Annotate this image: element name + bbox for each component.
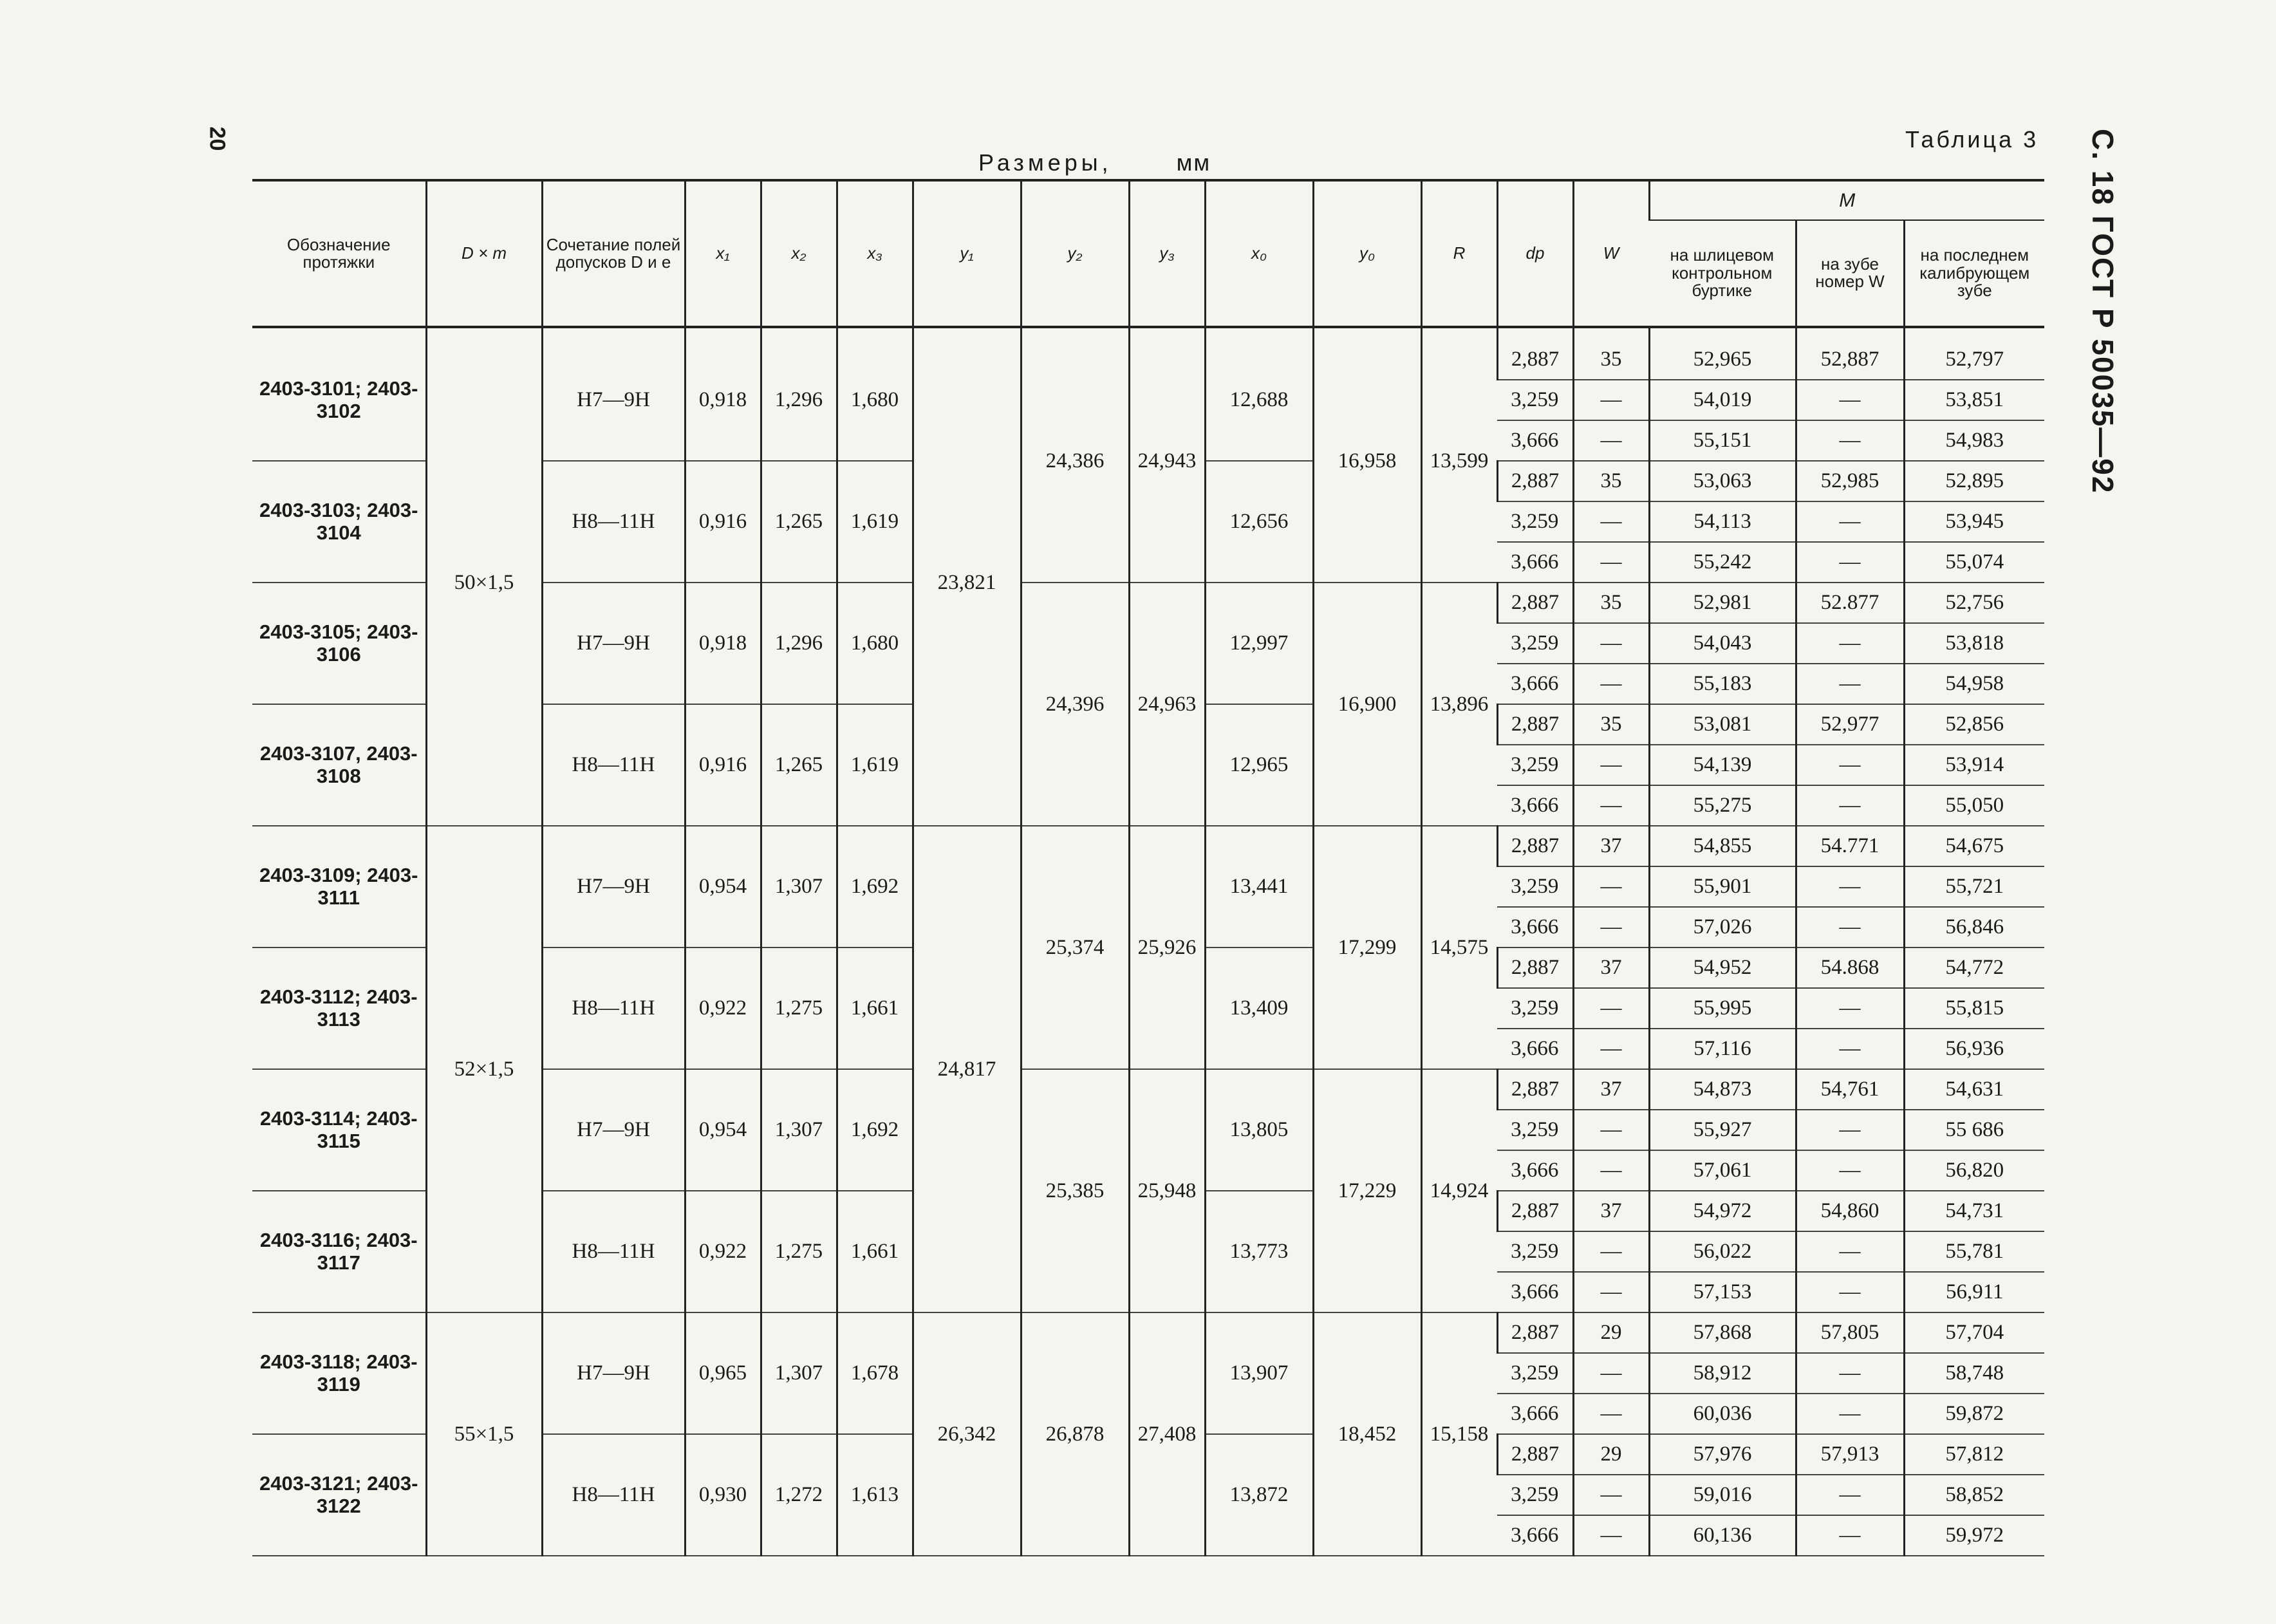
y0-cell: 18,452 <box>1313 1312 1421 1556</box>
m-collar-cell: 54,855 <box>1649 826 1796 866</box>
w-cell: — <box>1573 501 1649 542</box>
m-collar-cell: 55,927 <box>1649 1110 1796 1150</box>
dp-cell: 3,259 <box>1497 380 1573 420</box>
m-tooth-w-cell: — <box>1796 1110 1904 1150</box>
units-label <box>978 149 1211 176</box>
dp-cell: 3,259 <box>1497 1231 1573 1272</box>
m-collar-cell: 57,026 <box>1649 907 1796 947</box>
header-m-sub3: на последнем калибрующем зубе <box>1904 220 2044 327</box>
m-collar-cell: 58,912 <box>1649 1353 1796 1394</box>
tolerance-cell: H7—9H <box>542 1069 685 1191</box>
m-collar-cell: 53,081 <box>1649 704 1796 745</box>
m-last-tooth-cell: 55,721 <box>1904 866 2044 907</box>
m-tooth-w-cell: 54,860 <box>1796 1191 1904 1231</box>
m-tooth-w-cell: — <box>1796 501 1904 542</box>
header-y1 <box>913 180 1021 327</box>
m-collar-cell: 54,952 <box>1649 947 1796 988</box>
x2-cell: 1,265 <box>761 461 837 583</box>
x1-cell: 0,922 <box>685 1191 761 1312</box>
gap-cell <box>1904 327 2044 340</box>
document-title: С. 18 ГОСТ Р 50035—92 <box>2086 129 2120 494</box>
header-dp <box>1497 180 1573 327</box>
m-collar-cell: 56,022 <box>1649 1231 1796 1272</box>
m-last-tooth-cell: 59,972 <box>1904 1515 2044 1556</box>
gap-cell <box>761 327 837 340</box>
y2-cell: 25,385 <box>1021 1069 1129 1312</box>
m-last-tooth-cell: 55,074 <box>1904 542 2044 583</box>
x0-cell: 13,773 <box>1205 1191 1313 1312</box>
header-x1 <box>685 180 761 327</box>
m-collar-cell: 52,965 <box>1649 340 1796 380</box>
dxm-cell: 55×1,5 <box>426 1312 542 1556</box>
header-r <box>1421 180 1497 327</box>
x2-cell: 1,307 <box>761 1312 837 1434</box>
m-last-tooth-cell: 57,812 <box>1904 1434 2044 1475</box>
w-cell: — <box>1573 542 1649 583</box>
x0-cell: 13,409 <box>1205 947 1313 1069</box>
designation-cell: 2403-3114; 2403-3115 <box>252 1069 426 1191</box>
m-tooth-w-cell: — <box>1796 785 1904 826</box>
m-collar-cell: 54,972 <box>1649 1191 1796 1231</box>
x3-cell: 1,692 <box>837 1069 913 1191</box>
tolerance-cell: H7—9H <box>542 826 685 947</box>
dp-cell: 2,887 <box>1497 826 1573 866</box>
y1-cell: 23,821 <box>913 340 1021 826</box>
dp-cell: 3,259 <box>1497 1110 1573 1150</box>
m-tooth-w-cell: — <box>1796 907 1904 947</box>
w-cell: 37 <box>1573 1069 1649 1110</box>
x2-cell: 1,275 <box>761 1191 837 1312</box>
header-dxm-text: D × m <box>461 243 507 263</box>
dp-cell: 2,887 <box>1497 1434 1573 1475</box>
w-cell: — <box>1573 866 1649 907</box>
header-x2 <box>761 180 837 327</box>
x3-cell: 1,680 <box>837 583 913 704</box>
w-cell: 29 <box>1573 1434 1649 1475</box>
gap-cell <box>426 327 542 340</box>
x1-cell: 0,954 <box>685 1069 761 1191</box>
x1-cell: 0,930 <box>685 1434 761 1556</box>
w-cell: 37 <box>1573 947 1649 988</box>
x0-cell: 12,965 <box>1205 704 1313 826</box>
dp-cell: 3,666 <box>1497 907 1573 947</box>
gap-cell <box>542 327 685 340</box>
x3-cell: 1,680 <box>837 340 913 461</box>
m-tooth-w-cell: 52.877 <box>1796 583 1904 623</box>
gap-cell <box>837 327 913 340</box>
m-last-tooth-cell: 53,914 <box>1904 745 2044 785</box>
w-cell: 35 <box>1573 461 1649 501</box>
w-cell: 29 <box>1573 1312 1649 1353</box>
y0-cell: 16,900 <box>1313 583 1421 826</box>
r-cell: 13,599 <box>1421 340 1497 583</box>
x2-cell: 1,296 <box>761 340 837 461</box>
w-cell: — <box>1573 1110 1649 1150</box>
w-cell: — <box>1573 420 1649 461</box>
x2-cell: 1,265 <box>761 704 837 826</box>
m-last-tooth-cell: 54,731 <box>1904 1191 2044 1231</box>
x0-cell: 12,688 <box>1205 340 1313 461</box>
m-collar-cell: 55,995 <box>1649 988 1796 1029</box>
x1-cell: 0,916 <box>685 461 761 583</box>
m-last-tooth-cell: 55,781 <box>1904 1231 2044 1272</box>
dp-cell: 3,259 <box>1497 1475 1573 1515</box>
r-cell: 13,896 <box>1421 583 1497 826</box>
m-collar-cell: 57,976 <box>1649 1434 1796 1475</box>
x3-cell: 1,678 <box>837 1312 913 1434</box>
gap-cell <box>1021 327 1129 340</box>
m-last-tooth-cell: 52,895 <box>1904 461 2044 501</box>
designation-cell: 2403-3118; 2403-3119 <box>252 1312 426 1434</box>
header-x2-text: x₂ <box>791 243 807 263</box>
m-last-tooth-cell: 55,815 <box>1904 988 2044 1029</box>
w-cell: — <box>1573 745 1649 785</box>
m-collar-cell: 60,136 <box>1649 1515 1796 1556</box>
dp-cell: 3,666 <box>1497 1394 1573 1434</box>
m-collar-cell: 53,063 <box>1649 461 1796 501</box>
header-m-sub1: на шлицевом контрольном буртике <box>1649 220 1796 327</box>
dp-cell: 3,666 <box>1497 785 1573 826</box>
w-cell: 35 <box>1573 704 1649 745</box>
dp-cell: 3,666 <box>1497 1150 1573 1191</box>
units-label-text: Размеры, <box>978 149 1112 176</box>
header-designation: Обозначение протяжки <box>252 180 426 327</box>
x3-cell: 1,619 <box>837 704 913 826</box>
m-last-tooth-cell: 54,631 <box>1904 1069 2044 1110</box>
dp-cell: 3,259 <box>1497 623 1573 664</box>
w-cell: — <box>1573 1394 1649 1434</box>
m-collar-cell: 60,036 <box>1649 1394 1796 1434</box>
m-last-tooth-cell: 53,945 <box>1904 501 2044 542</box>
m-tooth-w-cell: — <box>1796 745 1904 785</box>
m-collar-cell: 54,139 <box>1649 745 1796 785</box>
table-row <box>252 340 2044 380</box>
y2-cell: 26,878 <box>1021 1312 1129 1556</box>
y1-cell: 24,817 <box>913 826 1021 1312</box>
dp-cell: 2,887 <box>1497 340 1573 380</box>
designation-cell: 2403-3107, 2403-3108 <box>252 704 426 826</box>
dxm-cell: 50×1,5 <box>426 340 542 826</box>
tolerance-cell: H7—9H <box>542 1312 685 1434</box>
header-m: M <box>1649 180 2044 220</box>
header-x0 <box>1205 180 1313 327</box>
dp-cell: 2,887 <box>1497 1312 1573 1353</box>
y3-cell: 25,948 <box>1129 1069 1205 1312</box>
m-last-tooth-cell: 53,851 <box>1904 380 2044 420</box>
x1-cell: 0,965 <box>685 1312 761 1434</box>
page-number: 20 <box>205 126 230 151</box>
w-cell: — <box>1573 1515 1649 1556</box>
header-r-text: R <box>1453 243 1466 263</box>
y3-cell: 24,963 <box>1129 583 1205 826</box>
units-value: мм <box>1176 149 1211 176</box>
w-cell: — <box>1573 785 1649 826</box>
dp-cell: 2,887 <box>1497 461 1573 501</box>
w-cell: — <box>1573 623 1649 664</box>
w-cell: — <box>1573 1353 1649 1394</box>
m-collar-cell: 57,153 <box>1649 1272 1796 1312</box>
m-last-tooth-cell: 54,772 <box>1904 947 2044 988</box>
m-collar-cell: 57,868 <box>1649 1312 1796 1353</box>
m-tooth-w-cell: — <box>1796 866 1904 907</box>
m-last-tooth-cell: 54,958 <box>1904 664 2044 704</box>
tolerance-cell: H8—11H <box>542 461 685 583</box>
m-collar-cell: 54,873 <box>1649 1069 1796 1110</box>
tolerance-cell: H8—11H <box>542 704 685 826</box>
tolerance-cell: H8—11H <box>542 1434 685 1556</box>
m-tooth-w-cell: 52,887 <box>1796 340 1904 380</box>
x2-cell: 1,275 <box>761 947 837 1069</box>
m-tooth-w-cell: 57,913 <box>1796 1434 1904 1475</box>
dp-cell: 3,259 <box>1497 501 1573 542</box>
header-y0-text: y₀ <box>1359 243 1375 263</box>
m-last-tooth-cell: 54,983 <box>1904 420 2044 461</box>
table-body <box>252 327 2044 1556</box>
y2-cell: 24,396 <box>1021 583 1129 826</box>
tolerance-cell: H8—11H <box>542 1191 685 1312</box>
w-cell: — <box>1573 664 1649 704</box>
x1-cell: 0,954 <box>685 826 761 947</box>
designation-cell: 2403-3103; 2403-3104 <box>252 461 426 583</box>
m-collar-cell: 52,981 <box>1649 583 1796 623</box>
m-collar-cell: 54,043 <box>1649 623 1796 664</box>
m-last-tooth-cell: 56,936 <box>1904 1029 2044 1069</box>
m-tooth-w-cell: 52,985 <box>1796 461 1904 501</box>
header-w-text: W <box>1603 243 1619 263</box>
r-cell: 14,924 <box>1421 1069 1497 1312</box>
m-tooth-w-cell: — <box>1796 664 1904 704</box>
m-collar-cell: 54,113 <box>1649 501 1796 542</box>
header-gap-row <box>252 327 2044 340</box>
m-collar-cell: 55,151 <box>1649 420 1796 461</box>
y3-cell: 25,926 <box>1129 826 1205 1069</box>
m-collar-cell: 54,019 <box>1649 380 1796 420</box>
m-tooth-w-cell: — <box>1796 1394 1904 1434</box>
x0-cell: 12,656 <box>1205 461 1313 583</box>
m-tooth-w-cell: — <box>1796 1353 1904 1394</box>
x0-cell: 13,441 <box>1205 826 1313 947</box>
m-tooth-w-cell: 54.771 <box>1796 826 1904 866</box>
dp-cell: 3,666 <box>1497 664 1573 704</box>
y2-cell: 25,374 <box>1021 826 1129 1069</box>
r-cell: 15,158 <box>1421 1312 1497 1556</box>
x2-cell: 1,307 <box>761 1069 837 1191</box>
x0-cell: 13,805 <box>1205 1069 1313 1191</box>
m-collar-cell: 55,242 <box>1649 542 1796 583</box>
dp-cell: 2,887 <box>1497 583 1573 623</box>
m-tooth-w-cell: 54.868 <box>1796 947 1904 988</box>
m-tooth-w-cell: 57,805 <box>1796 1312 1904 1353</box>
dp-cell: 3,259 <box>1497 988 1573 1029</box>
tolerance-cell: H8—11H <box>542 947 685 1069</box>
header-y2 <box>1021 180 1129 327</box>
header-w <box>1573 180 1649 327</box>
w-cell: — <box>1573 1150 1649 1191</box>
m-tooth-w-cell: — <box>1796 1029 1904 1069</box>
designation-cell: 2403-3105; 2403-3106 <box>252 583 426 704</box>
designation-cell: 2403-3121; 2403-3122 <box>252 1434 426 1556</box>
m-collar-cell: 57,116 <box>1649 1029 1796 1069</box>
gap-cell <box>1205 327 1313 340</box>
x1-cell: 0,922 <box>685 947 761 1069</box>
x3-cell: 1,613 <box>837 1434 913 1556</box>
r-cell: 14,575 <box>1421 826 1497 1069</box>
y3-cell: 27,408 <box>1129 1312 1205 1556</box>
w-cell: 35 <box>1573 340 1649 380</box>
y0-cell: 17,229 <box>1313 1069 1421 1312</box>
gap-cell <box>1129 327 1205 340</box>
gap-cell <box>1573 327 1649 340</box>
m-tooth-w-cell: — <box>1796 988 1904 1029</box>
dp-cell: 3,666 <box>1497 542 1573 583</box>
header-dxm <box>426 180 542 327</box>
m-tooth-w-cell: — <box>1796 623 1904 664</box>
m-last-tooth-cell: 58,748 <box>1904 1353 2044 1394</box>
m-tooth-w-cell: — <box>1796 1272 1904 1312</box>
m-collar-cell: 55,275 <box>1649 785 1796 826</box>
header-y1-text: y₁ <box>960 243 974 263</box>
x1-cell: 0,918 <box>685 340 761 461</box>
header-m-sub2: на зубе номер W <box>1796 220 1904 327</box>
x0-cell: 13,907 <box>1205 1312 1313 1434</box>
m-last-tooth-cell: 56,846 <box>1904 907 2044 947</box>
dp-cell: 3,666 <box>1497 1272 1573 1312</box>
w-cell: 35 <box>1573 583 1649 623</box>
w-cell: — <box>1573 380 1649 420</box>
gap-cell <box>1421 327 1497 340</box>
x0-cell: 13,872 <box>1205 1434 1313 1556</box>
w-cell: — <box>1573 988 1649 1029</box>
dp-cell: 2,887 <box>1497 1069 1573 1110</box>
m-tooth-w-cell: — <box>1796 1475 1904 1515</box>
designation-cell: 2403-3109; 2403-3111 <box>252 826 426 947</box>
dimensions-table <box>252 179 2044 1556</box>
w-cell: — <box>1573 1475 1649 1515</box>
w-cell: 37 <box>1573 1191 1649 1231</box>
m-tooth-w-cell: — <box>1796 380 1904 420</box>
dp-cell: 3,666 <box>1497 1029 1573 1069</box>
designation-cell: 2403-3101; 2403-3102 <box>252 340 426 461</box>
x1-cell: 0,916 <box>685 704 761 826</box>
y2-cell: 24,386 <box>1021 340 1129 583</box>
m-collar-cell: 57,061 <box>1649 1150 1796 1191</box>
y0-cell: 16,958 <box>1313 340 1421 583</box>
gap-cell <box>685 327 761 340</box>
gap-cell <box>1796 327 1904 340</box>
header-x0-text: x₀ <box>1251 243 1267 263</box>
x3-cell: 1,661 <box>837 947 913 1069</box>
gap-cell <box>1313 327 1421 340</box>
m-last-tooth-cell: 52,756 <box>1904 583 2044 623</box>
gap-cell <box>913 327 1021 340</box>
m-last-tooth-cell: 54,675 <box>1904 826 2044 866</box>
m-last-tooth-cell: 55,050 <box>1904 785 2044 826</box>
x2-cell: 1,272 <box>761 1434 837 1556</box>
dp-cell: 3,666 <box>1497 1515 1573 1556</box>
y0-cell: 17,299 <box>1313 826 1421 1069</box>
header-y2-text: y₂ <box>1067 243 1083 263</box>
m-tooth-w-cell: 52,977 <box>1796 704 1904 745</box>
dp-cell: 2,887 <box>1497 947 1573 988</box>
w-cell: — <box>1573 1272 1649 1312</box>
m-last-tooth-cell: 53,818 <box>1904 623 2044 664</box>
header-tolerance: Сочетание полей допусков D и e <box>542 180 685 327</box>
x3-cell: 1,692 <box>837 826 913 947</box>
m-tooth-w-cell: — <box>1796 1150 1904 1191</box>
m-collar-cell: 55,183 <box>1649 664 1796 704</box>
w-cell: 37 <box>1573 826 1649 866</box>
w-cell: — <box>1573 1029 1649 1069</box>
w-cell: — <box>1573 907 1649 947</box>
m-tooth-w-cell: — <box>1796 1515 1904 1556</box>
m-last-tooth-cell: 56,911 <box>1904 1272 2044 1312</box>
m-last-tooth-cell: 55 686 <box>1904 1110 2044 1150</box>
x3-cell: 1,619 <box>837 461 913 583</box>
dp-cell: 3,259 <box>1497 1353 1573 1394</box>
header-x3-text: x₃ <box>867 243 882 263</box>
dp-cell: 2,887 <box>1497 704 1573 745</box>
m-collar-cell: 55,901 <box>1649 866 1796 907</box>
table-header <box>252 180 2044 327</box>
m-tooth-w-cell: — <box>1796 542 1904 583</box>
m-last-tooth-cell: 59,872 <box>1904 1394 2044 1434</box>
header-dp-text: dp <box>1525 243 1545 263</box>
m-tooth-w-cell: — <box>1796 1231 1904 1272</box>
m-last-tooth-cell: 57,704 <box>1904 1312 2044 1353</box>
table-caption: Таблица 3 <box>1905 126 2039 153</box>
header-x1-text: x₁ <box>716 243 730 263</box>
tolerance-cell: H7—9H <box>542 583 685 704</box>
m-last-tooth-cell: 58,852 <box>1904 1475 2044 1515</box>
dp-cell: 3,666 <box>1497 420 1573 461</box>
header-y0 <box>1313 180 1421 327</box>
m-last-tooth-cell: 56,820 <box>1904 1150 2044 1191</box>
m-last-tooth-cell: 52,856 <box>1904 704 2044 745</box>
gap-cell <box>1649 327 1796 340</box>
y1-cell: 26,342 <box>913 1312 1021 1556</box>
gap-cell <box>252 327 426 340</box>
m-tooth-w-cell: 54,761 <box>1796 1069 1904 1110</box>
x1-cell: 0,918 <box>685 583 761 704</box>
m-collar-cell: 59,016 <box>1649 1475 1796 1515</box>
w-cell: — <box>1573 1231 1649 1272</box>
designation-cell: 2403-3116; 2403-3117 <box>252 1191 426 1312</box>
x2-cell: 1,296 <box>761 583 837 704</box>
designation-cell: 2403-3112; 2403-3113 <box>252 947 426 1069</box>
m-last-tooth-cell: 52,797 <box>1904 340 2044 380</box>
x3-cell: 1,661 <box>837 1191 913 1312</box>
gap-cell <box>1497 327 1573 340</box>
header-y3-text: y₃ <box>1159 243 1175 263</box>
y3-cell: 24,943 <box>1129 340 1205 583</box>
header-y3 <box>1129 180 1205 327</box>
dp-cell: 2,887 <box>1497 1191 1573 1231</box>
x2-cell: 1,307 <box>761 826 837 947</box>
tolerance-cell: H7—9H <box>542 340 685 461</box>
dp-cell: 3,259 <box>1497 866 1573 907</box>
dxm-cell: 52×1,5 <box>426 826 542 1312</box>
m-tooth-w-cell: — <box>1796 420 1904 461</box>
table-row <box>252 1312 2044 1353</box>
table-row <box>252 826 2044 866</box>
dp-cell: 3,259 <box>1497 745 1573 785</box>
header-x3 <box>837 180 913 327</box>
x0-cell: 12,997 <box>1205 583 1313 704</box>
